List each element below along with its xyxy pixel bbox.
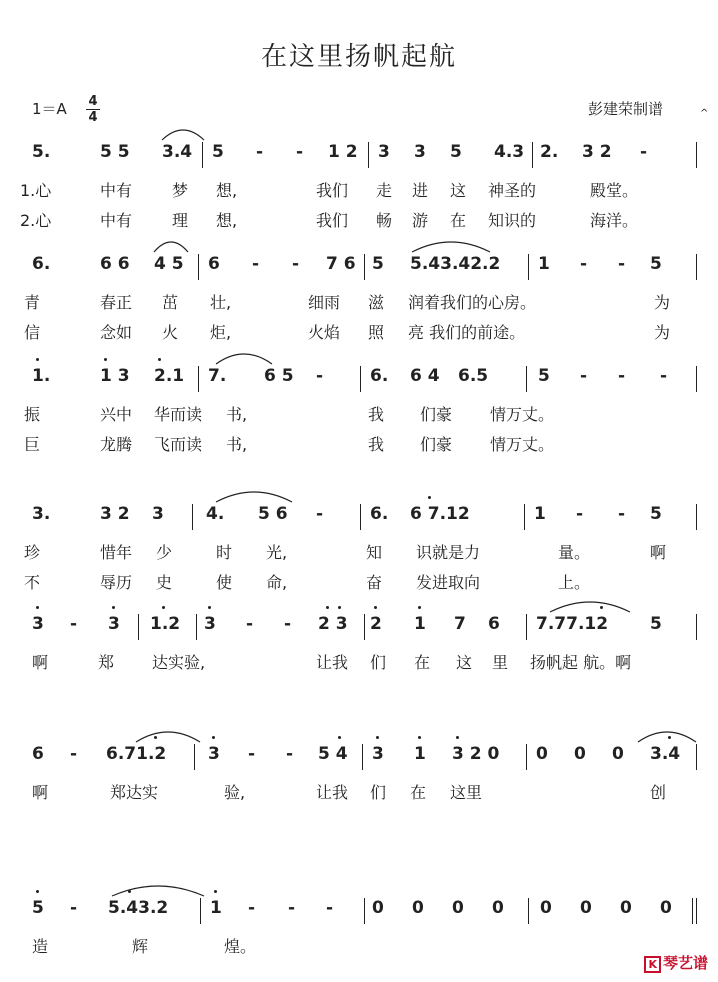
octave-dot [428,496,431,499]
note-group: - [246,614,254,634]
note-group: 5.43.42.2 [410,254,501,274]
note-group: 5 [538,366,550,386]
lyric-word: 郑 [98,653,115,672]
note-group: - [292,254,300,274]
note-group: - [70,744,78,764]
slur [550,602,630,612]
note-group: - [284,614,292,634]
note-group: 3 2 [582,142,612,162]
lyric-word: 梦 [172,181,189,200]
octave-dot [154,736,157,739]
lyric-word: 火焰 [308,323,341,342]
lyric-line [20,570,710,592]
lyric-line [20,402,710,424]
lyric-line [20,540,710,562]
octave-dot [326,606,329,609]
page-title: 在这里扬帆起航 [260,42,457,72]
note-group: - [580,366,588,386]
note-group: 3 [414,142,426,162]
notation-row [20,366,710,394]
note-group: - [316,504,324,524]
note-group: - [580,254,588,274]
lyric-word: 让我 [316,653,349,672]
note-group: - [288,898,296,918]
note-group: 6 7.12 [410,504,470,524]
note-group: 3 2 0 [452,744,500,764]
note-group: 2. [540,142,559,162]
notation-row [20,142,710,170]
lyric-word: 啊 [650,543,667,562]
lyric-word: 为 [654,323,671,342]
lyric-line [20,290,710,312]
slur-layer [20,366,710,394]
octave-dot [338,606,341,609]
time-signature [86,94,100,125]
lyric-line [20,432,710,454]
note-group: 3 [378,142,390,162]
note-group: 3 2 [100,504,130,524]
logo-mark-icon: K [644,956,661,973]
note-group: - [70,898,78,918]
lyric-word: 亮 我们的前途。 [408,323,526,342]
lyric-word: 信 [24,323,41,342]
octave-dot [600,606,603,609]
octave-dot [212,736,215,739]
lyric-word: 达实验, [152,653,206,672]
lyric-word: 扬帆起 航。啊 [530,653,632,672]
note-group: 5.43.2 [108,898,169,918]
slur [638,732,696,742]
lyric-word: 振 [24,405,41,424]
note-group: 6.5 [458,366,489,386]
note-group: 5 5 [100,142,130,162]
slur [216,492,292,502]
note-group: 1 [414,744,426,764]
lyric-line [20,780,710,802]
lyric-word: 造 [32,937,49,956]
note-group: 3.4 [650,744,681,764]
note-group: 3 [372,744,384,764]
note-group: - [316,366,324,386]
lyric-word: 想, [216,181,238,200]
lyric-word: 创 [650,783,667,802]
lyric-word: 2.心 [20,211,52,230]
lyric-word: 滋 [368,293,385,312]
lyric-word: 们 [370,653,387,672]
lyric-line [20,650,710,672]
notation-row [20,614,710,642]
lyric-word: 神圣的 [488,181,537,200]
slur [154,242,188,252]
note-group: 2.1 [154,366,185,386]
corner-mark: ^ [700,108,709,119]
note-group: 6 [208,254,220,274]
lyric-word: 理 [172,211,189,230]
lyric-word: 青 [24,293,41,312]
slur-layer [20,254,710,282]
note-group: 1 [534,504,546,524]
lyric-word: 们 [370,783,387,802]
time-signature-bottom: 4 [86,109,100,125]
lyric-word: 辉 [132,937,149,956]
note-group: 6.71.2 [106,744,167,764]
lyric-word: 煌。 [224,937,257,956]
lyric-word: 照 [368,323,385,342]
note-group: 0 [580,898,592,918]
lyric-word: 情万丈。 [490,435,555,454]
note-group: - [640,142,648,162]
note-group: - [618,366,626,386]
note-group: 3 [32,614,44,634]
octave-dot [158,358,161,361]
slur-layer [20,142,710,170]
lyric-word: 知 [366,543,383,562]
lyric-word: 情万丈。 [490,405,555,424]
lyric-word: 炬, [210,323,232,342]
lyric-word: 奋 [366,573,383,592]
note-group: 5 [650,254,662,274]
note-group: 5 [650,614,662,634]
lyric-word: 发进取向 [416,573,481,592]
slur [412,242,490,252]
note-group: 0 [574,744,586,764]
lyric-word: 史 [156,573,173,592]
note-group: 6. [370,504,389,524]
lyric-word: 识就是力 [416,543,481,562]
lyric-word: 使 [216,573,233,592]
lyric-word: 们豪 [420,435,453,454]
lyric-word: 巨 [24,435,41,454]
note-group: - [70,614,78,634]
lyric-word: 啊 [32,783,49,802]
note-group: 0 [620,898,632,918]
lyric-word: 念如 [100,323,133,342]
lyric-line [20,934,710,956]
notation-row [20,744,710,772]
note-group: 1. [32,366,51,386]
note-group: - [248,898,256,918]
lyric-word: 兴中 [100,405,133,424]
octave-dot [36,358,39,361]
lyric-word: 让我 [316,783,349,802]
note-group: - [618,504,626,524]
lyric-word: 华而读 [154,405,203,424]
note-group: 0 [372,898,384,918]
lyric-word: 为 [654,293,671,312]
lyric-word: 郑达实 [110,783,159,802]
note-group: 0 [540,898,552,918]
lyric-word: 这 [456,653,473,672]
note-group: 1 2 [328,142,358,162]
note-group: - [252,254,260,274]
note-group: 5. [32,142,51,162]
octave-dot [418,606,421,609]
octave-dot [36,890,39,893]
lyric-line [20,178,710,200]
lyric-word: 想, [216,211,238,230]
note-group: 4.3 [494,142,525,162]
note-group: 0 [536,744,548,764]
octave-dot [112,606,115,609]
note-group: - [618,254,626,274]
note-group: 4 5 [154,254,184,274]
notation-row [20,254,710,282]
lyric-word: 在 [450,211,467,230]
lyric-word: 啊 [32,653,49,672]
note-group: 0 [412,898,424,918]
lyric-word: 量。 [558,543,591,562]
lyric-word: 我 [368,435,385,454]
slur [216,354,272,364]
lyric-word: 知识的 [488,211,537,230]
time-signature-top: 4 [88,94,98,109]
lyric-word: 光, [266,543,288,562]
lyric-word: 时 [216,543,233,562]
slur-layer [20,504,710,532]
note-group: 5 [450,142,462,162]
lyric-word: 这里 [450,783,483,802]
note-group: - [286,744,294,764]
lyric-word: 春正 [100,293,133,312]
note-group: 1.2 [150,614,181,634]
lyric-word: 书, [226,435,248,454]
note-group: 6 4 [410,366,440,386]
note-group: 2 [370,614,382,634]
note-group: 3. [32,504,51,524]
lyric-word: 润着我们的心房。 [408,293,537,312]
slur [112,886,204,896]
octave-dot [374,606,377,609]
note-group: 1 3 [100,366,130,386]
note-group: 6 5 [264,366,294,386]
note-group: 5 [32,898,44,918]
note-group: 1 [210,898,222,918]
note-group: 5 [372,254,384,274]
octave-dot [36,606,39,609]
lyric-word: 龙腾 [100,435,133,454]
site-logo [644,952,708,973]
lyric-word: 书, [226,405,248,424]
lyric-word: 们豪 [420,405,453,424]
lyric-word: 殿堂。 [590,181,639,200]
note-group: 0 [452,898,464,918]
lyric-word: 壮, [210,293,232,312]
note-group: - [248,744,256,764]
note-group: 6 [32,744,44,764]
note-group: 0 [660,898,672,918]
note-group: 5 [212,142,224,162]
lyric-word: 珍 [24,543,41,562]
notation-row [20,898,710,926]
octave-dot [162,606,165,609]
note-group: 4. [206,504,225,524]
lyric-line [20,208,710,230]
note-group: 0 [492,898,504,918]
slur [136,732,200,742]
lyric-line [20,320,710,342]
lyric-word: 这 [450,181,467,200]
octave-dot [338,736,341,739]
logo-text: 琴艺谱 [662,954,708,972]
note-group: - [256,142,264,162]
lyric-word: 少 [156,543,173,562]
note-group: 6 6 [100,254,130,274]
note-group: 5 [650,504,662,524]
lyric-word: 不 [24,573,41,592]
lyric-word: 游 [412,211,429,230]
lyric-word: 惜年 [100,543,133,562]
lyric-word: 火 [162,323,179,342]
note-group: 6. [32,254,51,274]
note-group: - [660,366,668,386]
slur-layer [20,614,710,642]
lyric-word: 里 [492,653,509,672]
lyric-word: 我 [368,405,385,424]
lyric-word: 走 [376,181,393,200]
note-group: 2 3 [318,614,348,634]
octave-dot [418,736,421,739]
note-group: 5 6 [258,504,288,524]
lyric-word: 茁 [162,293,179,312]
lyric-word: 上。 [558,573,591,592]
slur [162,130,204,140]
note-group: 3.4 [162,142,193,162]
note-group: - [296,142,304,162]
note-group: 5 4 [318,744,348,764]
lyric-word: 在 [414,653,431,672]
note-group: 0 [612,744,624,764]
note-group: 6 [488,614,500,634]
lyric-word: 细雨 [308,293,341,312]
note-group: - [576,504,584,524]
lyric-word: 我们 [316,211,349,230]
lyric-word: 在 [410,783,427,802]
lyric-word: 命, [266,573,288,592]
note-group: 3 [208,744,220,764]
octave-dot [208,606,211,609]
note-group: 3 [204,614,216,634]
key-signature: 1＝A [32,100,67,118]
note-group: 1 [414,614,426,634]
lyric-word: 1.心 [20,181,52,200]
slur-layer [20,898,710,926]
octave-dot [104,358,107,361]
lyric-word: 辱历 [100,573,133,592]
octave-dot [214,890,217,893]
lyric-word: 中有 [100,181,133,200]
note-group: - [326,898,334,918]
octave-dot [668,736,671,739]
octave-dot [456,736,459,739]
note-group: 3 [108,614,120,634]
lyric-word: 中有 [100,211,133,230]
note-group: 7.77.12 [536,614,609,634]
lyric-word: 飞而读 [154,435,203,454]
slur-layer [20,744,710,772]
notation-row [20,504,710,532]
lyric-word: 验, [224,783,246,802]
note-group: 3 [152,504,164,524]
lyric-word: 海洋。 [590,211,639,230]
note-group: 7 6 [326,254,356,274]
octave-dot [376,736,379,739]
note-group: 6. [370,366,389,386]
note-group: 1 [538,254,550,274]
lyric-word: 我们 [316,181,349,200]
note-group: 7. [208,366,227,386]
lyric-word: 进 [412,181,429,200]
note-group: 7 [454,614,466,634]
author-credit: 彭建荣制谱 [588,100,664,118]
lyric-word: 畅 [376,211,393,230]
